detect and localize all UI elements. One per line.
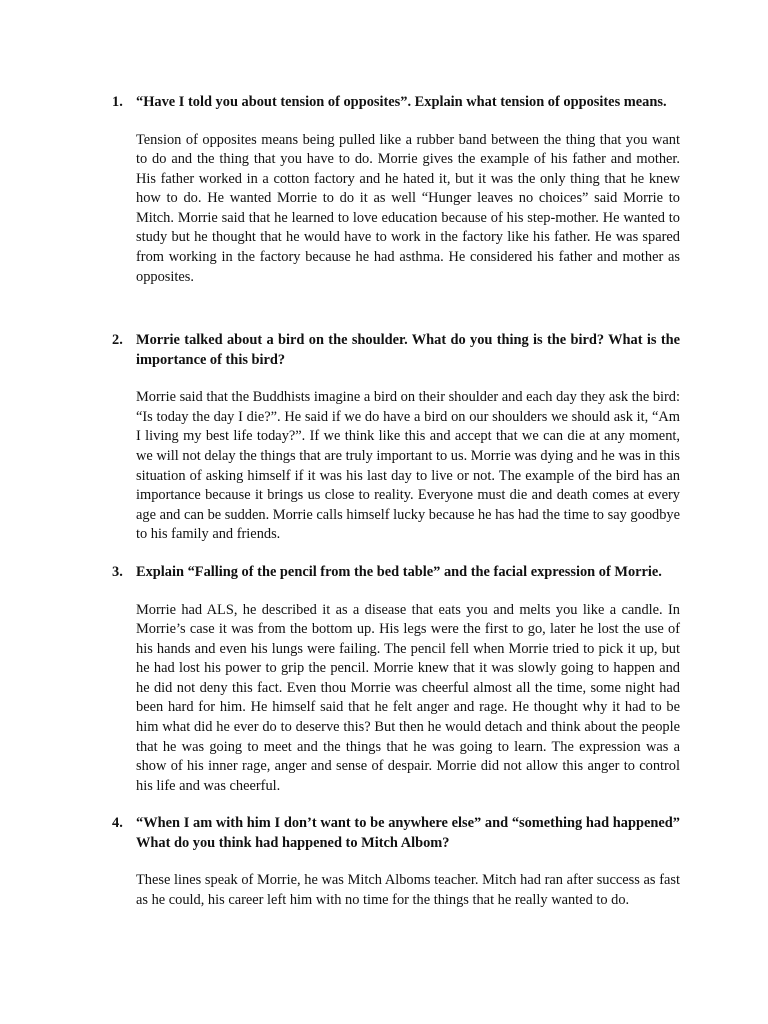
question-text: Explain “Falling of the pencil from the bed table” and the facial expression of Morrie. — [136, 564, 662, 580]
answer-paragraph: Morrie said that the Buddhists imagine a bird on their shoulder and each day they ask the bird: “Is today the day I die?”. He said if we do have a bird on our shoulders we should ask it, “Am I living my best life today?”. If we think like this and accept that we can die at any moment, we will not delay the things that are truly important to us. Morrie was dying and he was in this situation of asking himself if it was his last day to live or not. The example of the bird has an importance because it brings us close to reality. Everyone must die and death comes at every age and can be sudden. Morrie calls himself lucky because he has had the time to say goodbye to his family and friends. — [136, 389, 680, 543]
question-text: Morrie talked about a bird on the shoulder. What do you thing is the bird? What is the importance of this bird? — [136, 332, 680, 368]
section-spacer — [112, 545, 680, 563]
question-row — [112, 563, 680, 583]
question-text: “When I am with him I don’t want to be anywhere else” and “something had happened” What do you think had happened to Mitch Albom? — [136, 815, 680, 851]
section-spacer — [112, 796, 680, 814]
answer-paragraph: Tension of opposites means being pulled like a rubber band between the thing that you want to do and the thing that you have to do. Morrie gives the example of his father and mother. His father worked in a cotton factory and he hated it, but it was the only thing that he knew how to do. He wanted Morrie to do it as well “Hunger leaves no choices” said Morrie to Mitch. Morrie said that he learned to love education because of his step-mother. He wanted to study but he thought that he would have to work in the factory like his father. He was spared from working in the factory because he had asthma. He considered his father and mother as opposites. — [136, 131, 680, 285]
question-block-1 — [112, 93, 680, 287]
question-row — [112, 814, 680, 853]
question-text: “Have I told you about tension of opposites”. Explain what tension of opposites means. — [136, 94, 667, 110]
question-block-2 — [112, 331, 680, 545]
question-number: 3. — [112, 564, 123, 580]
answer-paragraph: Morrie had ALS, he described it as a disease that eats you and melts you like a candle. In Morrie’s case it was from the bottom up. His legs were the first to go, later he lost the use of his hands and even his lungs were failing. The pencil fell when Morrie tried to pick it up, but he had lost his power to grip the pencil. Morrie knew that it was slowly going to happen and he did not deny this fact. Even thou Morrie was cheerful almost all the time, some night had been hard for him. He himself said that he felt anger and rage. He thought why it had to be him what did he ever do to deserve this? But then he would detach and think about the people that he was going to meet and the things that he was going to learn. The expression was a show of his inner rage, anger and sense of despair. Morrie did not allow this anger to control his life and was cheerful. — [136, 601, 680, 794]
question-row — [112, 93, 680, 113]
question-number: 2. — [112, 332, 123, 349]
question-block-4 — [112, 814, 680, 910]
question-block-3 — [112, 563, 680, 796]
question-number: 4. — [112, 815, 123, 832]
answer-paragraph: These lines speak of Morrie, he was Mitch Alboms teacher. Mitch had ran after success as fast as he could, his career left him with no time for the things that he really wanted to do. — [136, 872, 680, 909]
question-number: 1. — [112, 94, 123, 110]
section-spacer — [112, 287, 680, 331]
question-row — [112, 331, 680, 370]
